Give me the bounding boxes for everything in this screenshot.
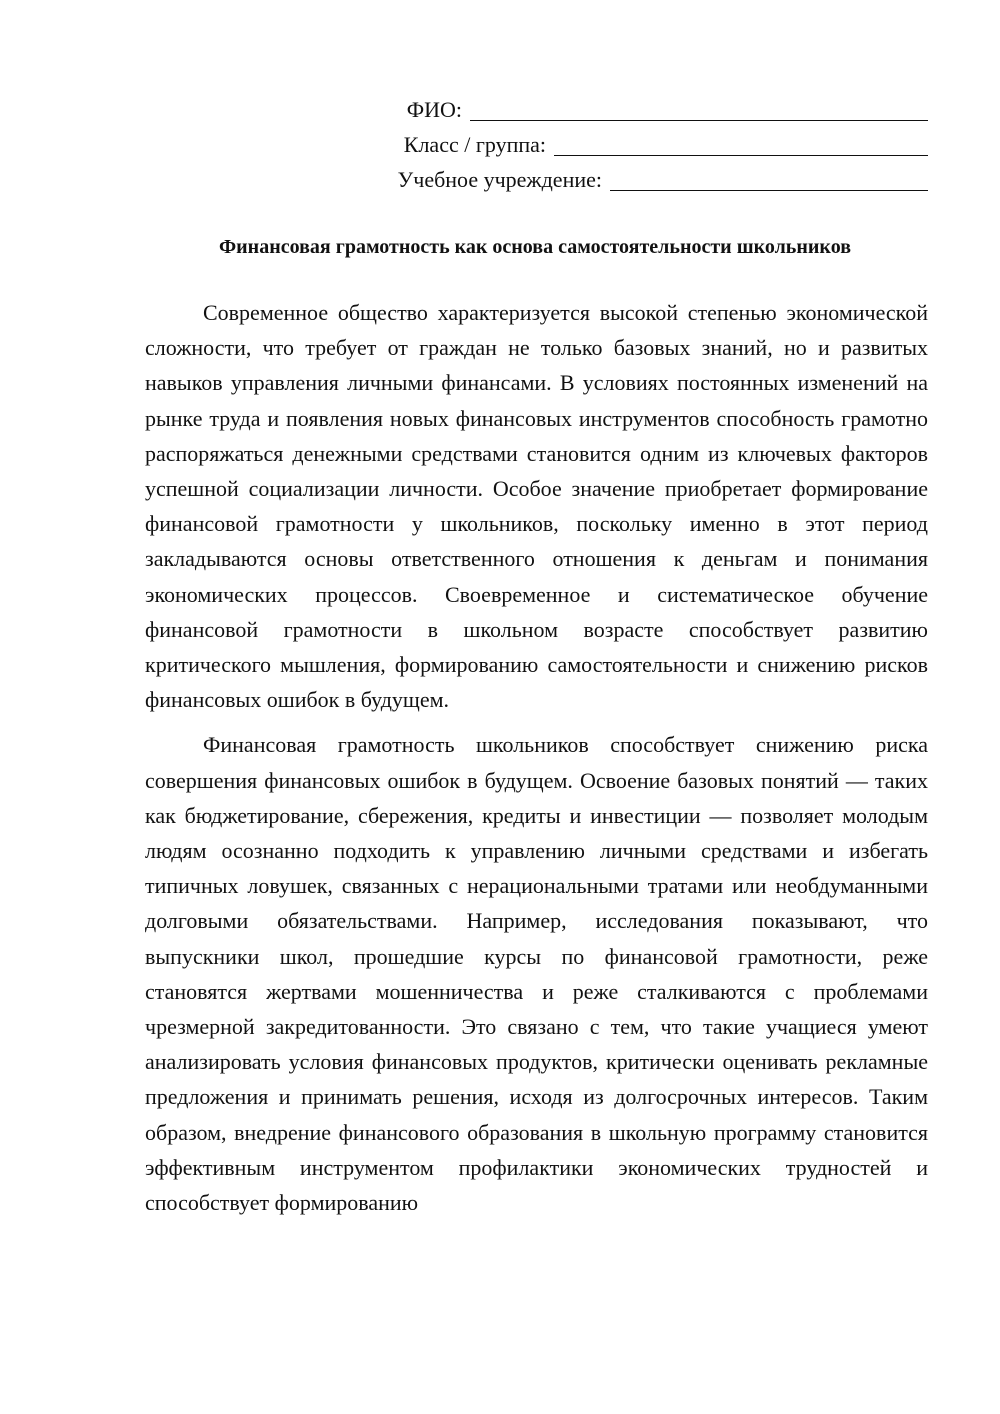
- paragraph-1: Современное общество характеризуется высокой степенью экономической сложности, что требует от граждан не только базовых знаний, но и развитых навыков управления личными финансами. В условиях постоянных изменений на рынке труда и появления новых финансовых инструментов способность грамотно распоряжаться денежными средствами становится одним из ключевых факторов успешной социализации личности. Особое значение приобретает формирование финансовой грамотности у школьников, поскольку именно в этот период закладываются основы ответственного отношения к деньгам и понимания экономических процессов. Своевременное и систематическое обучение финансовой грамотности в школьном возрасте способствует развитию критического мышления, формированию самостоятельности и снижению рисков финансовых ошибок в будущем.: [145, 300, 928, 713]
- class-blank-line: [554, 131, 928, 156]
- paragraph-2: Финансовая грамотность школьников способствует снижению риска совершения финансовых ошибок в будущем. Освоение базовых понятий — таких как бюджетирование, сбережения, кредиты и инвестиции — позволяет молодым людям осознанно подходить к управлению личными средствами и избегать типичных ловушек, связанных с нерациональными тратами или необдуманными долговыми обязательствами. Например, исследования показывают, что выпускники школ, прошедшие курсы по финансовой грамотности, реже становятся жертвами мошенничества и реже сталкиваются с проблемами чрезмерной закредитованности. Это связано с тем, что такие учащиеся умеют анализировать условия финансовых продуктов, критически оценивать рекламные предложения и принимать решения, исходя из долгосрочных интересов. Таким образом, внедрение финансового образования в школьную программу становится эффективным инструментом профилактики экономических трудностей и способствует формированию: [145, 732, 928, 1216]
- class-label: Класс / группа:: [403, 132, 546, 157]
- school-row: [288, 162, 928, 197]
- school-label: Учебное учреждение:: [397, 167, 602, 192]
- fio-row: [288, 92, 928, 127]
- school-blank-line: [610, 166, 928, 191]
- student-info-block: [288, 92, 928, 197]
- document-title: Финансовая грамотность как основа самостоятельности школьников: [218, 236, 851, 258]
- fio-blank-line: [470, 96, 928, 121]
- document-body: [145, 295, 928, 1230]
- class-row: [288, 127, 928, 162]
- fio-label: ФИО:: [406, 97, 462, 122]
